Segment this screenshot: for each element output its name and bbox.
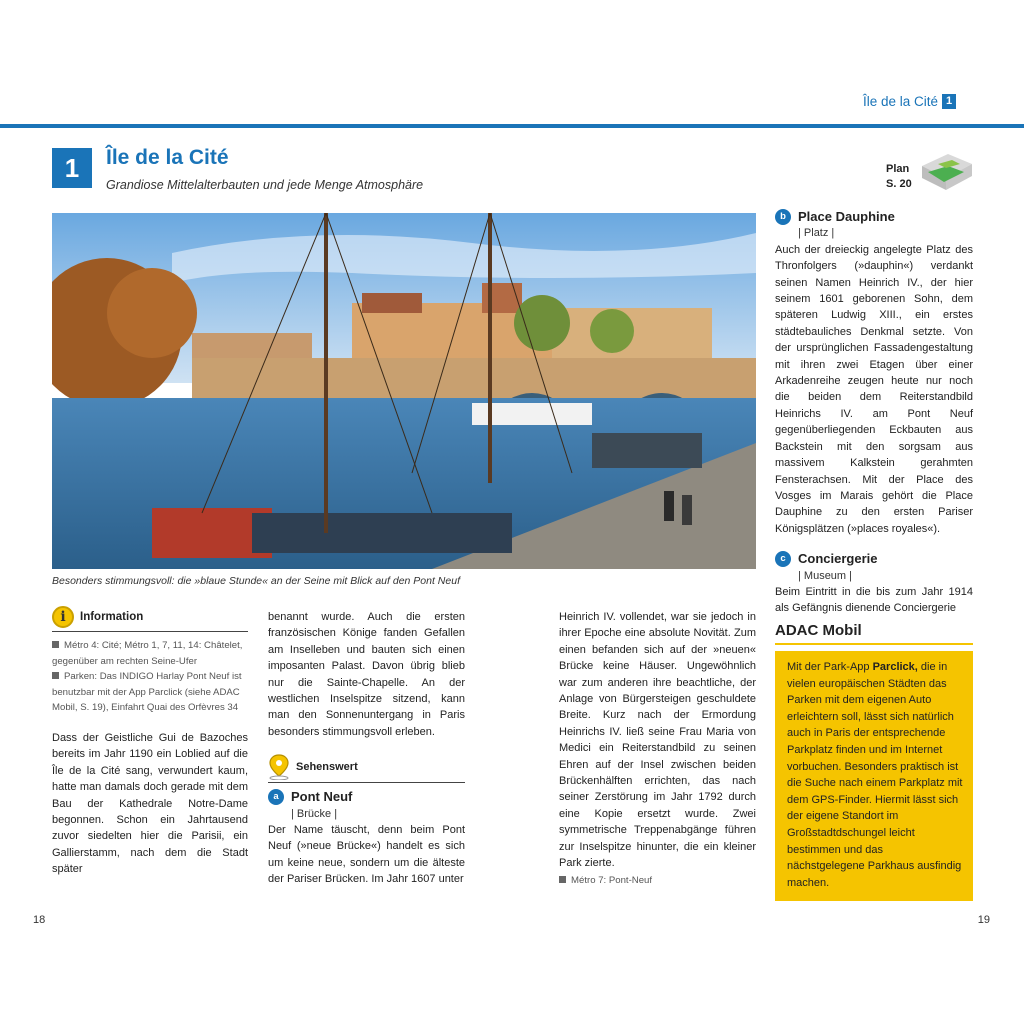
body-text: Auch der dreieckig angelegte Platz des Thronfolgers (»dauphin«) verdankt seinen Namen Heinrich IV., der hier seinem 1601 geborenen Sohn, dem späteren Ludwig XIII., ein erstes städtebauliches Denkmal setzte. Von der ursprünglichen Fassadengestaltung mit ihren zwei Etagen über einer Arkadenreihe zeugen heute nur noch die beiden dem Reiterstandbild Heinrichs IV. am Pont Neuf gegenüberliegenden Eckbauten aus Backstein mit den sorgsam aus massivem Kalkstein gerahmten Fensterachsen. Mit der Place des Vosges im Marais gehört die Place Dauphine zu den ersten Pariser Königsplätzen (»places royales«). [775,243,973,535]
entry-letter-a: a [268,789,284,805]
plan-page: S. 20 [886,178,912,190]
entry-place-dauphine [775,209,973,537]
bullet-square-icon [52,672,59,679]
entry-pont-neuf [268,789,465,887]
bullet-square-icon [559,876,566,883]
entry-title: Place Dauphine [798,209,895,224]
entry-type: | Platz | [798,227,835,240]
adac-box: Mit der Park-App Parclick, die in vielen europäischen Städten das Parken mit dem eigenen Auto erleichtern soll, lässt sich natürlich auch in Paris der entsprechende Parkplatz finden und im Internet vorbuchen. Besonders praktisch ist die Suche nach einem Parkplatz mit dem GPS-Finder. Hiermit lässt sich der eigene Standort im Großstadtdschungel leicht bestimmen und das nächstgelegene Parkhaus ausfindig machen. [775,651,973,901]
chapter-subtitle: Grandiose Mittelalterbauten und jede Menge Atmosphäre [106,178,424,192]
sehenswert-header [268,754,465,783]
information-list [52,638,248,716]
entry-type: | Brücke | [291,807,338,820]
chapter-title: Île de la Cité [106,146,229,169]
entry-letter-b: b [775,209,791,225]
running-header-title: Île de la Cité [862,94,938,109]
entry-conciergerie [775,551,973,617]
photo-caption: Besonders stimmungsvoll: die »blaue Stunde« an der Seine mit Blick auf den Pont Neuf [52,575,460,587]
sehenswert-label: Sehenswert [296,761,358,774]
body-text: Der Name täuscht, denn beim Pont Neuf (»neue Brücke«) handelt es sich um keine neue, sondern um die älteste der Pariser Brücken. Im Jahr 1607 unter [268,824,465,886]
running-header-number: 1 [942,94,956,109]
column-4 [775,209,973,617]
body-text: Beim Eintritt in die bis zum Jahr 1914 als Gefängnis dienende Conciergerie [775,585,973,615]
information-label: Information [80,610,144,623]
page-number-right: 19 [977,914,990,926]
plan-reference[interactable] [886,162,912,192]
entry-title: Pont Neuf [291,789,353,805]
entry-title: Conciergerie [798,551,878,567]
information-item: Parken: Das INDIGO Harlay Pont Neuf ist benutzbar mit der App Parclick (siehe ADAC Mobil, S. 19), Einfahrt Quai des Orfèvres 34 [52,671,242,714]
body-text: Dass der Geistliche Gui de Bazoches bereits im Jahr 1190 ein Loblied auf die Île de la Cité sang, verwundert kaum, hatte man damals doch gerade mit dem Bau der Kathedrale Notre-Dame begonnen. Schon ein Jahrtausend zuvor siedelten hier die Parisii, ein Gallierstamm, nach dem die Stadt später [52,731,248,876]
location-pin-icon [268,754,290,780]
photo-seine-pont-neuf [52,213,756,569]
adac-app-name: Parclick, [872,661,918,673]
page-number-left: 18 [33,914,46,926]
body-text: Heinrich IV. vollendet, war sie jedoch in ihrer Epoche eine absolute Novität. Zum einen befanden sich auf der »neuen« Brücke keine Häuser. Ungewöhnlich war zum anderen ihre beachtliche, der Anlage von Bürgersteigen geschuldete Breite. Kurz nach der Ermordung Heinrichs IV. ließ seine Frau Maria von Medici ein Reiterstandbild zu seinen Ehren auf der Insel zwischen beiden Brückenhälften errichten, das nach seiner Zerstörung im Jahr 1792 durch eine Kopie ersetzt wurde. Zwei symmetrische Treppenabgänge führen zur Inselspitze hinunter, die ein kleiner Park zierte. [559,611,756,870]
adac-mobil-section [775,622,973,901]
column-2 [268,609,465,888]
entry-type: | Museum | [798,569,853,582]
column-1 [52,606,248,878]
body-text: benannt wurde. Auch die ersten französischen Könige fanden Gefallen am Inselleben und bauten sich einen imposanten Palast. Davon übrig blieb nur die Sainte-Chapelle. An der westlichen Inselspitze sitzend, kann man den Sonnenuntergang in Paris besonders stimmungsvoll erleben. [268,611,465,738]
metro-note: Métro 7: Pont-Neuf [559,873,756,889]
header-rule [0,124,1024,128]
information-item: Métro 4: Cité; Métro 1, 7, 11, 14: Châtelet, gegenüber am rechten Seine-Ufer [52,640,243,667]
entry-letter-c: c [775,551,791,567]
info-icon: i [52,606,74,628]
map-icon [918,150,974,192]
information-header [52,606,248,632]
chapter-number: 1 [52,148,92,188]
plan-label: Plan [886,163,910,175]
bullet-square-icon [52,641,59,648]
hero-photo [52,213,756,569]
column-3 [559,609,756,888]
running-header [863,94,956,109]
adac-title: ADAC Mobil [775,622,973,645]
